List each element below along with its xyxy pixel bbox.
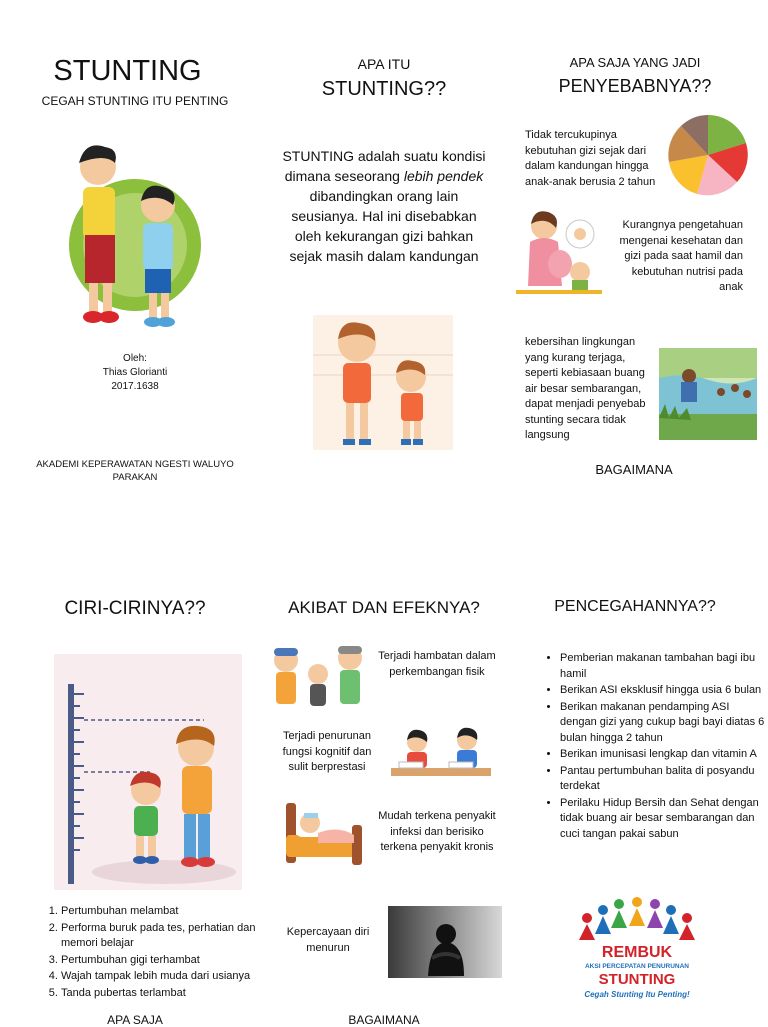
list-item: 2. Performa buruk pada tes, perhatian dan memori belajar (61, 921, 261, 952)
sad-person-photo (388, 906, 502, 978)
definition-text-2: dibandingkan orang lain seusianya. Hal ini disebabkan oleh kekurangan gizi bahkan sejak masih dalam kandungan (289, 188, 479, 264)
panel3-heading-small: APA SAJA YANG JADI (569, 55, 701, 70)
panel1-title: STUNTING (53, 55, 202, 87)
list-item: • Berikan makanan pendamping ASI dengan gizi yang cukup bagi bayi diatas 6 bulan hingga 2 tahun (560, 700, 766, 747)
cause-1-text: Tidak tercukupinya kebutuhan gizi sejak dari dalam kandungan hingga anak-anak berusia 2 tahun (525, 129, 656, 188)
panel3-heading-large: PENYEBABNYA?? (558, 76, 712, 96)
panel5-heading: AKIBAT DAN EFEKNYA? (288, 598, 480, 617)
prevention-list (540, 651, 766, 843)
people-arc-icon (573, 894, 701, 944)
panel5-footer: BAGAIMANA (348, 1013, 420, 1027)
characteristics-list (41, 904, 261, 1002)
list-item: • Berikan ASI eksklusif hingga usia 6 bulan (560, 683, 766, 699)
sick-child-illustration (282, 793, 366, 871)
panel2-heading-small: APA ITU (357, 56, 411, 72)
panel1-subtitle: CEGAH STUNTING ITU PENTING (41, 94, 229, 108)
effect-2-text: Terjadi penurunan fungsi kognitif dan sulit berprestasi (282, 730, 372, 773)
author-name: Thias Glorianti (102, 367, 168, 378)
effect-3-text: Mudah terkena penyakit infeksi dan berisiko terkena penyakit kronis (378, 810, 496, 853)
list-item: 4. Wajah tampak lebih muda dari usianya (61, 969, 261, 985)
panel3-footer: BAGAIMANA (595, 462, 673, 477)
panel4-footer: APA SAJA (107, 1013, 163, 1027)
logo-line-1: REMBUK (601, 944, 673, 961)
river-sanitation-illustration (659, 348, 757, 440)
food-plate-illustration (667, 114, 749, 196)
list-item: 1. Pertumbuhan melambat (61, 904, 261, 920)
logo-line-3: STUNTING (598, 971, 676, 988)
logo-line-2: AKSI PERCEPATAN PENURUNAN (584, 963, 689, 970)
cause-3-text: kebersihan lingkungan yang kurang terjaga, seperti kebiasaan buang air besar sembarangan, dapat menjadi penyebab stunting secara tidak langsung (525, 336, 646, 441)
children-studying-illustration (387, 718, 495, 780)
author-label: Oleh: (123, 353, 147, 364)
effect-4-text: Kepercayaan diri menurun (286, 926, 370, 954)
panel2-heading-large: STUNTING?? (321, 78, 447, 100)
three-children-illustration (264, 640, 372, 710)
list-item: 5. Tanda pubertas terlambat (61, 986, 261, 1002)
height-measure-illustration (54, 654, 242, 890)
panel6-heading: PENCEGAHANNYA?? (554, 598, 716, 615)
list-item: • Pemberian makanan tambahan bagi ibu hamil (560, 651, 766, 682)
institution-name: AKADEMI KEPERAWATAN NGESTI WALUYO (36, 459, 234, 470)
logo-line-4: Cegah Stunting Itu Penting! (584, 990, 690, 999)
author-id: 2017.1638 (111, 381, 159, 392)
panel4-heading: CIRI-CIRINYA?? (64, 598, 206, 619)
height-comparison-illustration (313, 315, 453, 450)
pregnant-mother-illustration (516, 206, 602, 294)
definition-text-1: STUNTING adalah suatu kondisi dimana seseorang (282, 148, 486, 184)
list-item: 3. Pertumbuhan gigi terhambat (61, 953, 261, 969)
list-item: • Berikan imunisasi lengkap dan vitamin A (560, 747, 766, 763)
effect-1-text: Terjadi hambatan dalam perkembangan fisik (378, 650, 496, 678)
cause-2-text: Kurangnya pengetahuan mengenai kesehatan dan gizi pada saat hamil dan kebutuhan nutrisi pada anak (619, 219, 743, 293)
definition-emphasis: lebih pendek (403, 168, 484, 184)
rembuk-stunting-logo (573, 894, 701, 1018)
list-item: • Pantau pertumbuhan balita di posyandu terdekat (560, 764, 766, 795)
stunting-definition (278, 146, 490, 266)
list-item: • Perilaku Hidup Bersih dan Sehat dengan tidak buang air besar sembarangan dan cuci tangan pakai sabun (560, 796, 766, 843)
two-boys-illustration (55, 135, 205, 335)
institution-location: PARAKAN (112, 472, 158, 483)
